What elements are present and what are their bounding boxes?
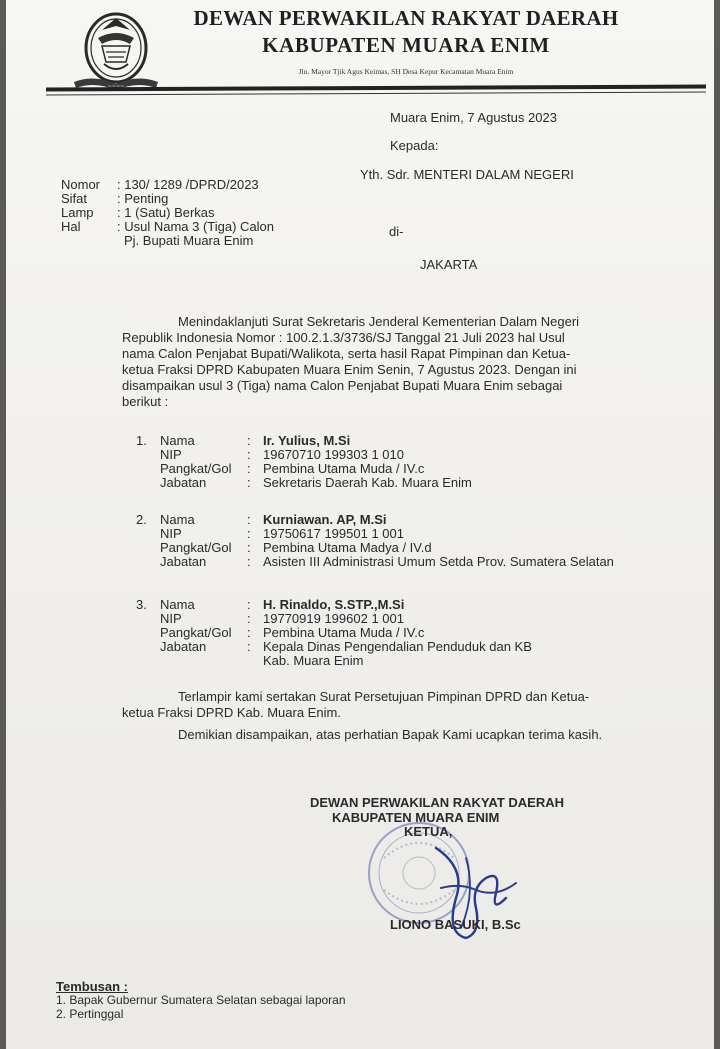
field-label-nip: NIP <box>160 447 182 462</box>
field-label-nip: NIP <box>160 526 182 541</box>
letterhead-subtitle: KABUPATEN MUARA ENIM <box>262 33 550 57</box>
signature-org-line1: DEWAN PERWAKILAN RAKYAT DAERAH <box>310 795 564 810</box>
letter-page <box>6 0 714 1049</box>
recipient-city: JAKARTA <box>420 257 478 272</box>
intro-line-3: nama Calon Penjabat Bupati/Walikota, serta hasil Rapat Pimpinan dan Ketua- <box>122 346 571 361</box>
colon: : <box>247 512 251 527</box>
field-label-jabatan: Jabatan <box>160 475 207 490</box>
meta-label-nomor: Nomor <box>61 177 101 192</box>
letterhead-address: Jln. Mayor Tjik Agus Keimas, SH Desa Kepur Kecamatan Muara Enim <box>298 67 514 76</box>
field-label-nip: NIP <box>160 611 182 626</box>
colon: : <box>247 540 251 555</box>
candidate-pangkat: Pembina Utama Muda / IV.c <box>263 461 425 476</box>
candidate-number: 3. <box>136 597 147 612</box>
meta-value-nomor: : 130/ 1289 /DPRD/2023 <box>117 177 259 192</box>
field-label-pangkat: Pangkat/Gol <box>160 461 232 476</box>
meta-value-lamp: : 1 (Satu) Berkas <box>117 205 215 220</box>
meta-hal-continuation: Pj. Bupati Muara Enim <box>124 233 254 248</box>
colon: : <box>247 433 251 448</box>
coat-of-arms-logo-icon <box>68 4 164 96</box>
attachment-line-2: ketua Fraksi DPRD Kab. Muara Enim. <box>122 705 341 720</box>
field-label-pangkat: Pangkat/Gol <box>160 540 232 555</box>
candidate-jabatan: Kepala Dinas Pengendalian Penduduk dan KB <box>263 639 532 654</box>
tembusan-item: 2. Pertinggal <box>56 1007 124 1021</box>
signature-org-line2: KABUPATEN MUARA ENIM <box>332 810 500 825</box>
candidate-number: 2. <box>136 512 147 527</box>
field-label-pangkat: Pangkat/Gol <box>160 625 232 640</box>
meta-label-hal: Hal <box>61 219 81 234</box>
colon: : <box>247 461 251 476</box>
meta-label-lamp: Lamp <box>61 205 94 220</box>
intro-line-6: berikut : <box>122 394 169 409</box>
field-label-jabatan: Jabatan <box>160 639 207 654</box>
candidate-number: 1. <box>136 433 147 448</box>
kepada-label: Kepada: <box>390 138 439 153</box>
signatory-name: LIONO BASUKI, B.Sc <box>390 917 521 932</box>
closing-sentence: Demikian disampaikan, atas perhatian Bapak Kami ucapkan terima kasih. <box>178 727 603 742</box>
field-label-nama: Nama <box>160 433 195 448</box>
di-label: di- <box>389 224 404 239</box>
tembusan-item: 1. Bapak Gubernur Sumatera Selatan sebagai laporan <box>56 993 346 1007</box>
candidate-pangkat: Pembina Utama Madya / IV.d <box>263 540 432 555</box>
candidate-name: Kurniawan. AP, M.Si <box>263 512 387 527</box>
date-place: Muara Enim, 7 Agustus 2023 <box>390 110 557 125</box>
colon: : <box>247 447 251 462</box>
recipient: Yth. Sdr. MENTERI DALAM NEGERI <box>360 167 574 182</box>
candidate-nip: 19770919 199602 1 001 <box>263 611 404 626</box>
field-label-jabatan: Jabatan <box>160 554 207 569</box>
colon: : <box>247 639 251 654</box>
intro-line-2: Republik Indonesia Nomor : 100.2.1.3/3736/SJ Tanggal 21 Juli 2023 hal Usul <box>122 330 565 345</box>
colon: : <box>247 611 251 626</box>
colon: : <box>247 597 251 612</box>
intro-line-1: Menindaklanjuti Surat Sekretaris Jenderal Kementerian Dalam Negeri <box>178 314 580 329</box>
candidate-name: Ir. Yulius, M.Si <box>263 433 351 448</box>
colon: : <box>247 475 251 490</box>
meta-value-hal: : Usul Nama 3 (Tiga) Calon <box>117 219 275 234</box>
candidate-nip: 19750617 199501 1 001 <box>263 526 404 541</box>
candidate-name: H. Rinaldo, S.STP.,M.Si <box>263 597 405 612</box>
letterhead-title: DEWAN PERWAKILAN RAKYAT DAERAH <box>193 6 619 30</box>
tembusan-title: Tembusan : <box>56 979 128 994</box>
signature-role: KETUA, <box>404 824 453 839</box>
intro-line-5: disampaikan usul 3 (Tiga) nama Calon Penjabat Bupati Muara Enim sebagai <box>122 378 563 393</box>
candidate-jabatan-continuation: Kab. Muara Enim <box>263 653 364 668</box>
meta-value-sifat: : Penting <box>117 191 169 206</box>
meta-label-sifat: Sifat <box>61 191 88 206</box>
intro-line-4: ketua Fraksi DPRD Kabupaten Muara Enim Senin, 7 Agustus 2023. Dengan ini <box>122 362 577 377</box>
field-label-nama: Nama <box>160 597 195 612</box>
candidate-jabatan: Asisten III Administrasi Umum Setda Prov. Sumatera Selatan <box>263 554 614 569</box>
field-label-nama: Nama <box>160 512 195 527</box>
candidate-nip: 19670710 199303 1 010 <box>263 447 404 462</box>
colon: : <box>247 526 251 541</box>
colon: : <box>247 625 251 640</box>
colon: : <box>247 554 251 569</box>
candidate-pangkat: Pembina Utama Muda / IV.c <box>263 625 425 640</box>
attachment-line-1: Terlampir kami sertakan Surat Persetujuan Pimpinan DPRD dan Ketua- <box>178 689 590 704</box>
candidate-jabatan: Sekretaris Daerah Kab. Muara Enim <box>263 475 472 490</box>
